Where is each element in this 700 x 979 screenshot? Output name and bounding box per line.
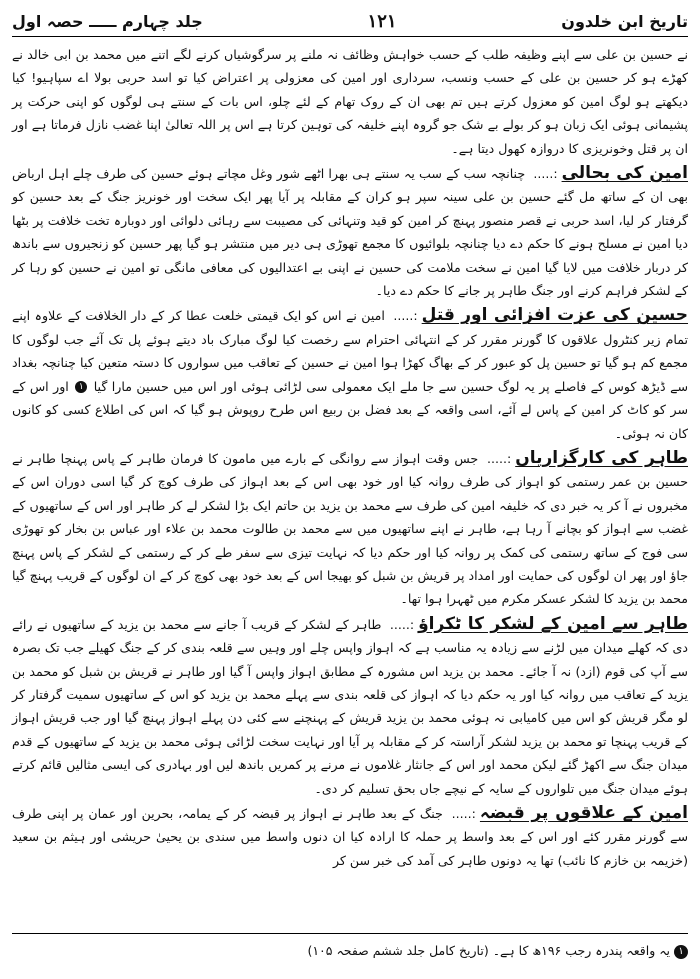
paragraph-text: جس وقت اہواز سے روانگی کے بارے میں مامون کا فرمان طاہر کے پاس پہنچا طاہر نے حسین بن عمر رستمی کو اہواز کی طرف روانہ کیا اور خود بھی اس کے بعد اہواز کی طرف کوچ کر گیا اسی دوران اس کے مخبروں نے آ کر یہ خبر دی کہ خلیفہ امین کی طرف سے محمد بن یزید بن حاتم ایک بڑا لشکر لے کر طاہر اور اس کے ساتھیوں کے غضب سے اہواز کو بچانے آ رہا ہے، طاہر نے اپنے ساتھیوں میں سے محمد بن طالوت محمد بن علاء اور عباس بن بخار کو تھوڑی سی فوج کے ساتھ رستمی کی کمک پر روانہ کیا اور حکم دیا کہ نہایت تیزی سے سفر طے کر کے رستمی کے لشکر کے پاس پہنچ جاؤ اور پھر ان لوگوں کی حمایت اور امداد پر قریش بن شبل کو بھیجا اس کے بعد خود بھی کوچ کر کے ان لوگوں کے قریب پہنچ گیا محمد بن یزید کا لشکر عسکر مکرم میں ٹھہرا ہوا تھا۔ (12, 450, 688, 607)
section-heading: طاہر سے امین کے لشکر کا ٹکراؤ (418, 613, 688, 634)
volume-label: جلد چہارم ـــــ حصہ اول (12, 11, 203, 31)
page (12, 6, 688, 973)
page-body (12, 43, 688, 872)
paragraph (12, 43, 688, 160)
paragraph: حسین کی عزت افزائی اور قتل:..... امین نے اس کو ایک قیمتی خلعت عطا کر کے دار الخلافت کے علاوہ اپنے تمام زیر کنٹرول علاقوں کا گورنر مقرر کر کے انتہائی احترام سے رخصت کیا لوگ مبارک باد دیتے ہوئے پل تک آئے جب لوگوں کا مجمع کم ہو گیا تو حسین پل کو عبور کر کے بھاگ کھڑا ہوا امین نے حسین کے تعاقب میں سواروں کا دستہ متعین کیا چنانچہ بغداد سے ڈیڑھ کوس کے فاصلے پر یہ لوگ حسین سے جا ملے ایک معمولی سی لڑائی ہوئی اور اس میں حسین مارا گیا ۱ اور اس کے سر کو کاٹ کر امین کے پاس لے آئے، اسی واقعہ کے بعد فضل بن ربیع اس طرح روپوش ہو گیا کہ اس کی اطلاع کسی کو کانوں کان نہ ہوئی۔ (12, 305, 689, 441)
footnote-text: یہ واقعہ پندرہ رجب ۱۹۶ھ کا ہے۔ (تاریخ کامل جلد ششم صفحہ ۱۰۵) (307, 943, 671, 958)
footnote (12, 941, 688, 961)
section-heading: طاہر کی کارگزاریاں (515, 447, 688, 468)
paragraph-text: اور اس کے سر کو کاٹ کر امین کے پاس لے آئے، اسی واقعہ کے بعد فضل بن ربیع اس طرح روپوش ہو گیا کہ اس کی اطلاع کسی کو کانوں کان نہ ہوئی۔ (12, 378, 688, 441)
paragraph: طاہر کی کارگزاریاں:..... جس وقت اہواز سے روانگی کے بارے میں مامون کا فرمان طاہر کے پاس پہنچا طاہر نے حسین بن عمر رستمی کو اہواز کی طرف روانہ کیا اور خود بھی اس کے بعد اہواز کی طرف کوچ کر گیا اسی دوران اس کے مخبروں نے آ کر یہ خبر دی کہ خلیفہ امین کی طرف سے محمد بن یزید بن حاتم ایک بڑا لشکر لے کر طاہر اور اس کے ساتھیوں کے غضب سے اہواز کو بچانے آ رہا ہے، طاہر نے اپنے ساتھیوں میں سے محمد بن طالوت محمد بن علاء اور عباس بن بخار کو تھوڑی سی فوج کے ساتھ رستمی کی کمک پر روانہ کیا اور حکم دیا کہ نہایت تیزی سے سفر طے کر کے رستمی کے لشکر کے پاس پہنچ جاؤ اور پھر ان لوگوں کی حمایت اور امداد پر قریش بن شبل کو بھیجا اس کے بعد خود بھی کوچ کر کے ان لوگوں کے قریب پہنچ گیا محمد بن یزید کا لشکر عسکر مکرم میں ٹھہرا ہوا تھا۔ (12, 447, 688, 607)
section-heading: امین کے علاقوں پر قبضہ (479, 803, 688, 823)
paragraph: طاہر سے امین کے لشکر کا ٹکراؤ:..... طاہر کے لشکر کے قریب آ جانے سے محمد بن یزید کے ساتھیوں نے رائے دی کہ کھلے میدان میں لڑنے سے زیادہ یہ مناسب ہے کہ اہواز واپس چلے اور وہیں سے قلعہ بندی کر کے جنگ کھیلے جب تک بصرہ سے آپ کی قوم (ازد) نہ آ جائے۔ محمد بن یزید اس مشورہ کے مطابق اہواز واپس آ گیا اور طاہر نے قریش بن شبل کو محمد بن یزید کے تعاقب میں روانہ کیا اور یہ حکم دیا کہ اہواز کی قلعہ بندی سے پہلے محمد بن یزید کو اس کے ساتھیوں سمیت گرفتار کر لو مگر قریش کو اس میں کامیابی نہ ہوئی محمد بن یزید قریش کے پہنچنے سے کئی دن پہلے اہواز پہنچ گیا اور جب قریش اہواز کے قریب پہنچا تو محمد بن یزید لشکر آراستہ کر کے مقابلہ پر آیا اور نہایت سخت لڑائی ہوئی محمد بن یزید کے ساتھیوں کے قدم میدان جنگ سے اکھڑ گئے لیکن محمد اور اس کے جانثار غلاموں نے مرنے پر کمریں باندھ لیں اور بہادری کی ایسی مثالیں قائم کرتے ہوئے میدان جنگ میں تلواروں کے سایہ کے نیچے جاں بحق تسلیم کر دی۔ (12, 613, 688, 796)
paragraph-text: جنگ کے بعد طاہر نے اہواز پر قبضہ کر کے یمامہ، بحرین اور عمان پر اپنی طرف سے گورنر مقرر کئے اور اس کے بعد واسط پر حملہ کا ارادہ کیا ان دنوں واسط میں سندی بن یحییٰ حریشی اور ہیثم بن سعید (خزیمہ بن خازم کا نائب) تھا یہ دونوں طاہر کی آمد کی خبر سن کر (12, 806, 688, 868)
paragraph-text: نے حسین بن علی سے اپنے وظیفہ طلب کے حسب خواہش وظائف نہ ملنے پر سرگوشیاں کرنے لگے اتنے میں محمد بن ابی خالد نے کھڑے ہو کر حسین بن علی کے حسب ونسب، سرداری اور امین کی معزولی پر اعتراض کیا تو اسد حربی بولا اے سپاہیو! کیا دیکھتے ہو لوگ امین کو معزول کرتے ہیں تم بھی ان کے روک تھام کے لئے چلو، اس بات کے سنتے ہی لوگوں کو اپنی حرکت پر پشیمانی ہوئی ایک زبان ہو کر بولے بے شک جو گروہ اپنے خلیفہ کی توہین کرتا ہے اس پر اللہ تعالیٰ اپنا غضب نازل فرماتا ہے اور ان پر قتل وخونریزی کا دروازہ کھول دیتا ہے۔ (12, 47, 688, 156)
paragraph-text: چنانچہ سب کے سب یہ سنتے ہی بھرا اٹھے شور وغل مچاتے ہوئے حسین کی طرف چلے اہل ارباض بھی ان کے ساتھ مل گئے حسین بن علی سینہ سپر ہو کران کے مقابلہ پر آیا پھر ایک سخت اور خونریز جنگ کے بعد حسین کو گرفتار کر لیا، اسد حربی نے قصر منصور پہنچ کر امین کو قید وتنہائی کی مصیبت سے رہائی دلوائی اور دوبارہ تخت خلافت پر بٹھا دیا امین نے مسلح ہونے کا حکم دے دیا چنانچہ بلوائیوں کا مجمع تھوڑی ہی دیر میں منتشر ہو گیا پھر حسین کو زنجیروں سے باندھ کر دربار خلافت میں لایا گیا امین نے سخت ملامت کی حسین نے اپنی بے اعتدالیوں کی معافی مانگی تو امین نے حسین کو رہا کر کے لشکر فراہم کرنے اور جنگ طاہر پر جانے کا حکم دے دیا۔ (12, 166, 688, 299)
paragraph-text: امین نے اس کو ایک قیمتی خلعت عطا کر کے دار الخلافت کے علاوہ اپنے تمام زیر کنٹرول علاقوں کا گورنر مقرر کر کے انتہائی احترام سے رخصت کیا لوگ مبارک باد دیتے ہوئے پل تک آئے جب لوگوں کا مجمع کم ہو گیا تو حسین پل کو عبور کر کے بھاگ کھڑا ہوا امین نے حسین کے تعاقب میں سواروں کا دستہ متعین کیا چنانچہ بغداد سے ڈیڑھ کوس کے فاصلے پر یہ لوگ حسین سے جا ملے ایک معمولی سی لڑائی ہوئی اور اس میں حسین مارا گیا (12, 308, 688, 394)
page-header (12, 6, 688, 37)
page-number: ۱۲۱ (367, 10, 397, 32)
paragraph-text: طاہر کے لشکر کے قریب آ جانے سے محمد بن یزید کے ساتھیوں نے رائے دی کہ کھلے میدان میں لڑنے سے زیادہ یہ مناسب ہے کہ اہواز واپس چلے اور وہیں سے قلعہ بندی کر کے جنگ کھیلے جب تک بصرہ سے آپ کی قوم (ازد) نہ آ جائے۔ محمد بن یزید اس مشورہ کے مطابق اہواز واپس آ گیا اور طاہر نے قریش بن شبل کو محمد بن یزید کے تعاقب میں روانہ کیا اور یہ حکم دیا کہ اہواز کی قلعہ بندی سے پہلے محمد بن یزید کو اس کے ساتھیوں سمیت گرفتار کر لو مگر قریش کو اس میں کامیابی نہ ہوئی محمد بن یزید قریش کے پہنچنے سے کئی دن پہلے اہواز پہنچ گیا اور جب قریش اہواز کے قریب پہنچا تو محمد بن یزید لشکر آراستہ کر کے مقابلہ پر آیا اور نہایت سخت لڑائی ہوئی محمد بن یزید کے ساتھیوں کے قدم میدان جنگ سے اکھڑ گئے لیکن محمد اور اس کے جانثار غلاموں نے مرنے پر کمریں باندھ لیں اور بہادری کی ایسی مثالیں قائم کرتے ہوئے میدان جنگ میں تلواروں کے سایہ کے نیچے جاں بحق تسلیم کر دی۔ (12, 616, 688, 796)
paragraph: امین کی بحالی:..... چنانچہ سب کے سب یہ سنتے ہی بھرا اٹھے شور وغل مچاتے ہوئے حسین کی طرف چلے اہل ارباض بھی ان کے ساتھ مل گئے حسین بن علی سینہ سپر ہو کران کے مقابلہ پر آیا پھر ایک سخت اور خونریز جنگ کے بعد حسین کو گرفتار کر لیا، اسد حربی نے قصر منصور پہنچ کر امین کو قید وتنہائی کی مصیبت سے رہائی دلوائی اور دوبارہ تخت خلافت پر بٹھا دیا امین نے مسلح ہونے کا حکم دے دیا چنانچہ بلوائیوں کا مجمع تھوڑی ہی دیر میں منتشر ہو گیا پھر حسین کو زنجیروں سے باندھ کر دربار خلافت میں لایا گیا امین نے سخت ملامت کی حسین نے اپنی بے اعتدالیوں کی معافی مانگی تو امین نے حسین کو رہا کر کے لشکر فراہم کرنے اور جنگ طاہر پر جانے کا حکم دے دیا۔ (12, 163, 688, 299)
footnote-number: ۱ (674, 945, 688, 959)
section-heading: امین کی بحالی (561, 163, 688, 184)
footnote-marker: ۱ (75, 381, 87, 393)
book-title: تاریخ ابن خلدون (561, 11, 688, 31)
footnote-divider (12, 933, 688, 934)
paragraph: امین کے علاقوں پر قبضہ:..... جنگ کے بعد طاہر نے اہواز پر قبضہ کر کے یمامہ، بحرین اور عمان پر اپنی طرف سے گورنر مقرر کئے اور اس کے بعد واسط پر حملہ کا ارادہ کیا ان دنوں واسط میں سندی بن یحییٰ حریشی اور ہیثم بن سعید (خزیمہ بن خازم کا نائب) تھا یہ دونوں طاہر کی آمد کی خبر سن کر (12, 803, 688, 868)
section-heading: حسین کی عزت افزائی اور قتل (421, 305, 689, 326)
